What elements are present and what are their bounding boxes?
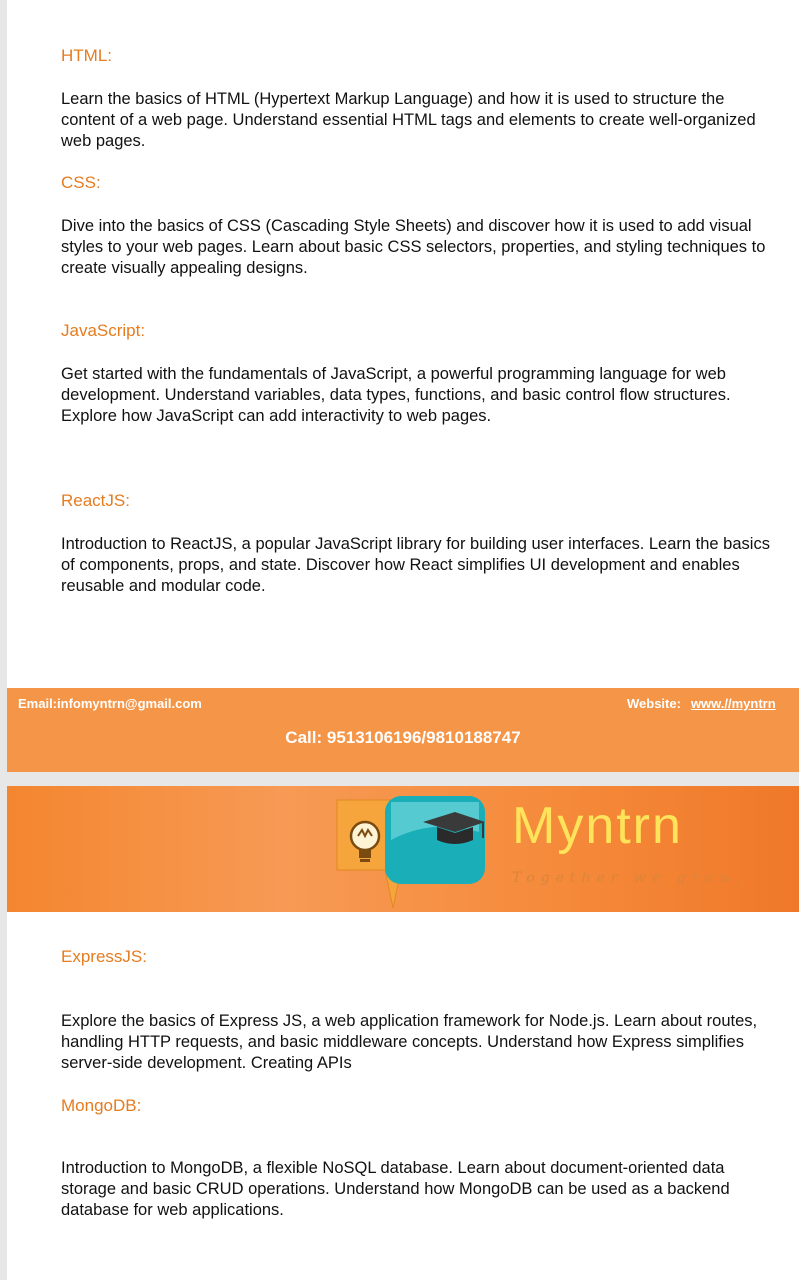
section-javascript <box>61 321 773 427</box>
brand-banner <box>7 786 799 912</box>
section-text: Dive into the basics of CSS (Cascading Style Sheets) and discover how it is used to add visual styles to your web pages. Learn about basic CSS selectors, properties, and styling techniques to create visually appealing designs. <box>61 217 766 277</box>
section-heading: HTML: <box>61 46 112 65</box>
section-heading: MongoDB: <box>61 1096 142 1115</box>
section-text: Introduction to MongoDB, a flexible NoSQL database. Learn about document-oriented data storage and basic CRUD operations. Understand how MongoDB can be used as a backend database for web applications. <box>61 1159 730 1219</box>
footer-website <box>627 696 776 711</box>
document-page-2 <box>7 786 799 1280</box>
section-mongodb <box>61 1096 773 1221</box>
footer-call: Call: 9513106196/9810188747 <box>285 728 521 747</box>
section-heading: JavaScript: <box>61 321 146 340</box>
brand-name: Myntrn <box>512 797 683 855</box>
section-heading: CSS: <box>61 173 101 192</box>
logo-icon <box>333 792 493 910</box>
website-link[interactable]: www.//myntrn <box>690 696 776 711</box>
contact-footer <box>7 688 799 772</box>
section-text: Learn the basics of HTML (Hypertext Markup Language) and how it is used to structure the content of a web page. Understand essential HTML tags and elements to create well-organized web pages. <box>61 90 756 150</box>
brand-tagline: Together we grow. <box>512 870 746 886</box>
website-label: Website: <box>627 696 681 711</box>
section-heading: ReactJS: <box>61 491 130 510</box>
section-text: Explore the basics of Express JS, a web application framework for Node.js. Learn about routes, handling HTTP requests, and basic middleware concepts. Understand how Express simplifies server-side development. Creating APIs <box>61 1012 758 1072</box>
document-page-1 <box>7 0 799 772</box>
footer-email[interactable]: Email:infomyntrn@gmail.com <box>18 696 202 711</box>
section-expressjs <box>61 947 773 1074</box>
section-css <box>61 173 773 279</box>
section-text: Introduction to ReactJS, a popular JavaScript library for building user interfaces. Learn the basics of components, props, and state. Discover how React simplifies UI development and enables reusable and modular code. <box>61 535 770 595</box>
section-html <box>61 46 773 152</box>
section-heading: ExpressJS: <box>61 947 147 966</box>
section-reactjs <box>61 491 773 597</box>
section-text: Get started with the fundamentals of JavaScript, a powerful programming language for web development. Understand variables, data types, functions, and basic control flow structures. Explore how JavaScript can add interactivity to web pages. <box>61 365 731 425</box>
